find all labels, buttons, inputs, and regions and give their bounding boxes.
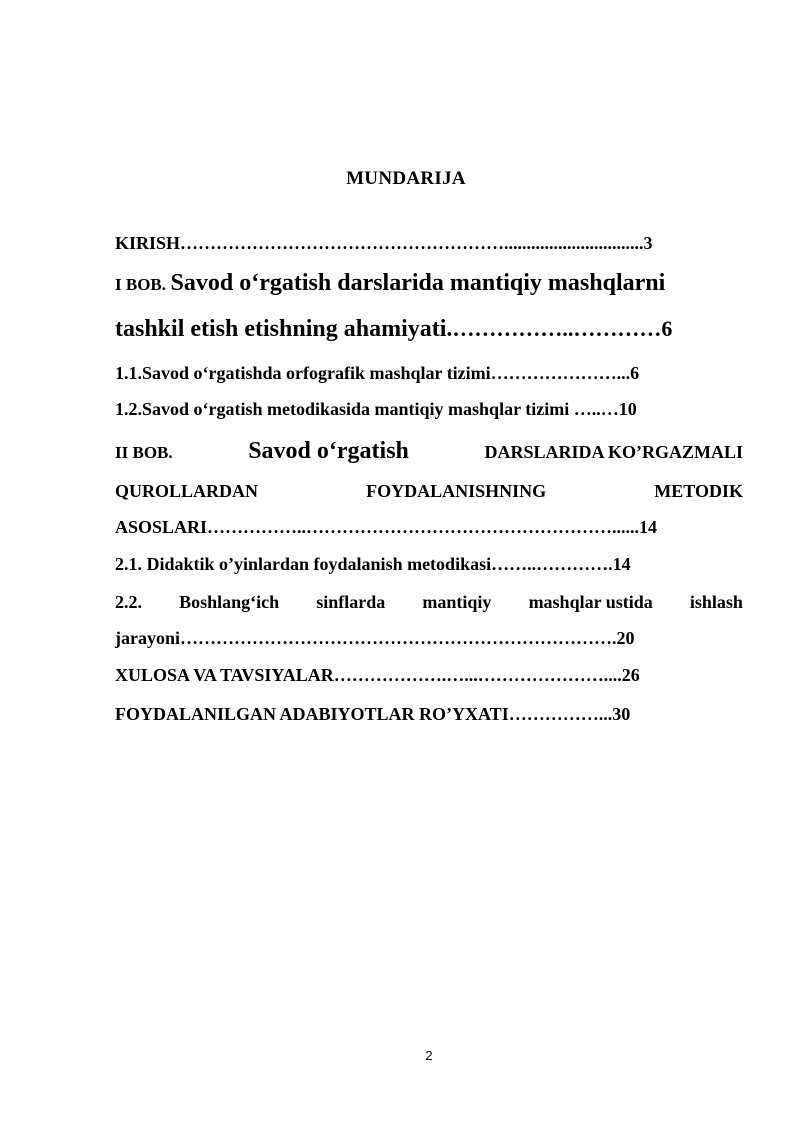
toc-2-2-word4: mashqlar ustida <box>528 592 653 612</box>
toc-entry-adabiyotlar: FOYDALANILGAN ADABIYOTLAR RO’YXATI……………...30 <box>115 704 631 724</box>
page-title: MUNDARIJA <box>346 168 466 189</box>
toc-bob2-word2: FOYDALANISHNING <box>366 481 547 501</box>
toc-bob2-title-part1: Savod o‘rgatish <box>248 438 409 464</box>
toc-2-2-word3: mantiqiy <box>422 592 492 612</box>
toc-entry-1-1: 1.1.Savod o‘rgatishda orfografik mashqlar tizimi…………………...6 <box>115 363 640 383</box>
toc-entry-2-2-line1 <box>115 591 743 613</box>
toc-2-2-word5: ishlash <box>689 592 743 612</box>
toc-entry-bob2-line2 <box>115 480 743 502</box>
toc-bob2-title-part2: DARSLARIDA KO’RGAZMALI <box>484 442 743 462</box>
toc-entry-2-2-line2: jarayoni……………………………………………………………….20 <box>115 628 635 648</box>
toc-bob1-title-line1: Savod o‘rgatish darslarida mantiqiy mashqlarni <box>170 270 666 296</box>
toc-entry-bob1-line1 <box>115 272 665 296</box>
toc-entry-bob2-line1 <box>115 440 743 464</box>
page-number: 2 <box>425 1048 433 1063</box>
toc-entry-xulosa: XULOSA VA TAVSIYALAR……………….…...…………………....26 <box>115 665 640 685</box>
toc-entry-2-1: 2.1. Didaktik o’yinlardan foydalanish metodikasi……..………….14 <box>115 554 631 574</box>
toc-bob2-prefix: II BOB. <box>115 443 173 462</box>
toc-bob1-dots: ……………..…………6 <box>452 316 673 341</box>
toc-entry-bob2-line3: ASOSLARI……………..……………………………………………......14 <box>115 517 658 537</box>
toc-2-2-word2: sinflarda <box>316 592 386 612</box>
toc-entry-kirish: KIRISH………………………………………………...............................3 <box>115 233 653 253</box>
toc-bob2-word3: METODIK <box>654 481 743 501</box>
toc-bob1-title-line2: tashkil etish etishning ahamiyati. <box>115 316 453 342</box>
toc-2-2-word1: Boshlang‘ich <box>179 592 280 612</box>
toc-bob2-word1: QUROLLARDAN <box>115 481 259 501</box>
toc-bob1-prefix: I BOB. <box>115 275 167 294</box>
toc-2-2-number: 2.2. <box>115 592 142 612</box>
toc-entry-bob1-line2 <box>115 318 672 341</box>
toc-entry-1-2: 1.2.Savod o‘rgatish metodikasida mantiqiy mashqlar tizimi …..…10 <box>115 399 637 419</box>
